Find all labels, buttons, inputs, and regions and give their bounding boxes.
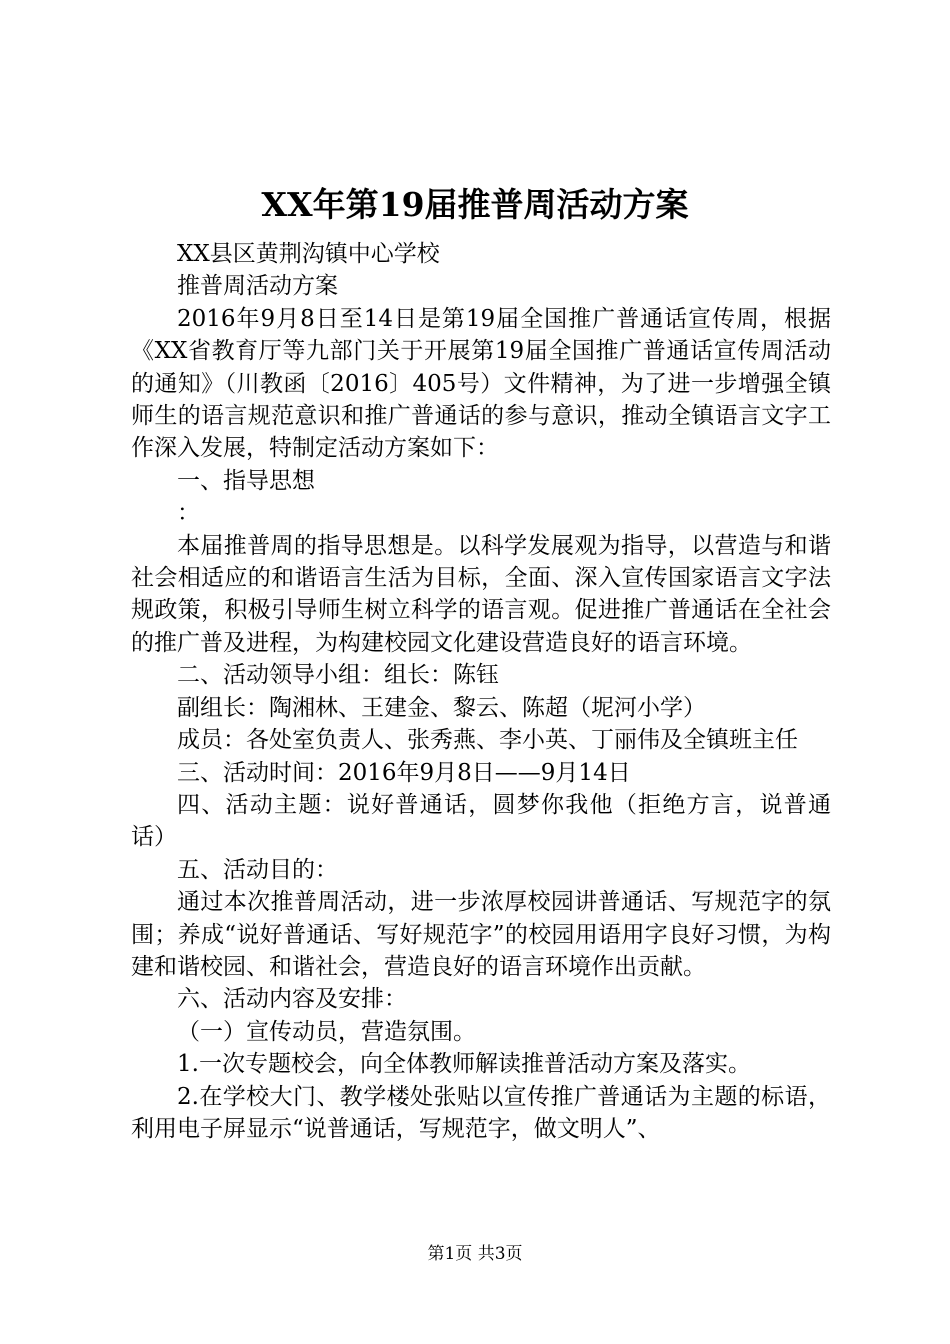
heading-activity-content: 六、活动内容及安排： <box>177 986 407 1013</box>
paragraph-guiding-thought: 本届推普周的指导思想是。以科学发展观为指导，以营造与和谐社会相适应的和谐语言生活为目标，全面、深入宣传国家语言文字法规政策，积极引导师生树立科学的语言观。促进推广普通话在全社会的推广普及进程，为构建校园文化建设营造良好的语言环境。 <box>131 532 831 656</box>
paragraph-intro: 2016年9月8日至14日是第19届全国推广普通话宣传周，根据《XX省教育厅等九部门关于开展第19届全国推广普通话宣传周活动的通知》（川教函〔2016〕405号）文件精神，为了进一步增强全镇师生的语言规范意识和推广普通话的参与意识，推动全镇语言文字工作深入发展，特制定活动方案如下： <box>131 305 831 462</box>
paragraph-school-name: XX县区黄荆沟镇中心学校 <box>177 241 440 267</box>
paragraph-activity-purpose: 通过本次推普周活动，进一步浓厚校园讲普通话、写规范字的氛围；养成“说好普通话、写好规范字”的校园用语用字良好习惯，为构建和谐校园、和谐社会，营造良好的语言环境作出贡献。 <box>131 889 831 980</box>
paragraph-leader: 二、活动领导小组：组长：陈钰 <box>177 662 499 689</box>
paragraph-activity-theme: 四、活动主题：说好普通话，圆梦你我他（拒绝方言，说普通话） <box>131 791 831 851</box>
document-body <box>131 238 831 1145</box>
page-footer: 第1页 共3页 <box>427 1244 523 1264</box>
heading-activity-purpose: 五、活动目的： <box>177 856 338 883</box>
paragraph-activity-time: 三、活动时间：2016年9月8日——9月14日 <box>177 759 631 786</box>
list-item-1: 1.一次专题校会，向全体教师解读推普活动方案及落实。 <box>177 1051 751 1078</box>
paragraph-plan-name: 推普周活动方案 <box>177 273 338 300</box>
heading-guiding-thought: 一、指导思想 <box>177 467 315 494</box>
list-item-2: 2.在学校大门、教学楼处张贴以宣传推广普通话为主题的标语，利用电子屏显示“说普通话，写规范字，做文明人”、 <box>131 1083 831 1142</box>
subheading-publicity: （一）宣传动员，营造氛围。 <box>177 1018 476 1045</box>
document-title: XX年第19届推普周活动方案 <box>261 185 689 224</box>
paragraph-colon: ： <box>177 500 200 527</box>
paragraph-members: 成员：各处室负责人、张秀燕、李小英、丁丽伟及全镇班主任 <box>177 727 798 754</box>
paragraph-deputy-leaders: 副组长：陶湘林、王建金、黎云、陈超（坭河小学） <box>177 694 706 721</box>
